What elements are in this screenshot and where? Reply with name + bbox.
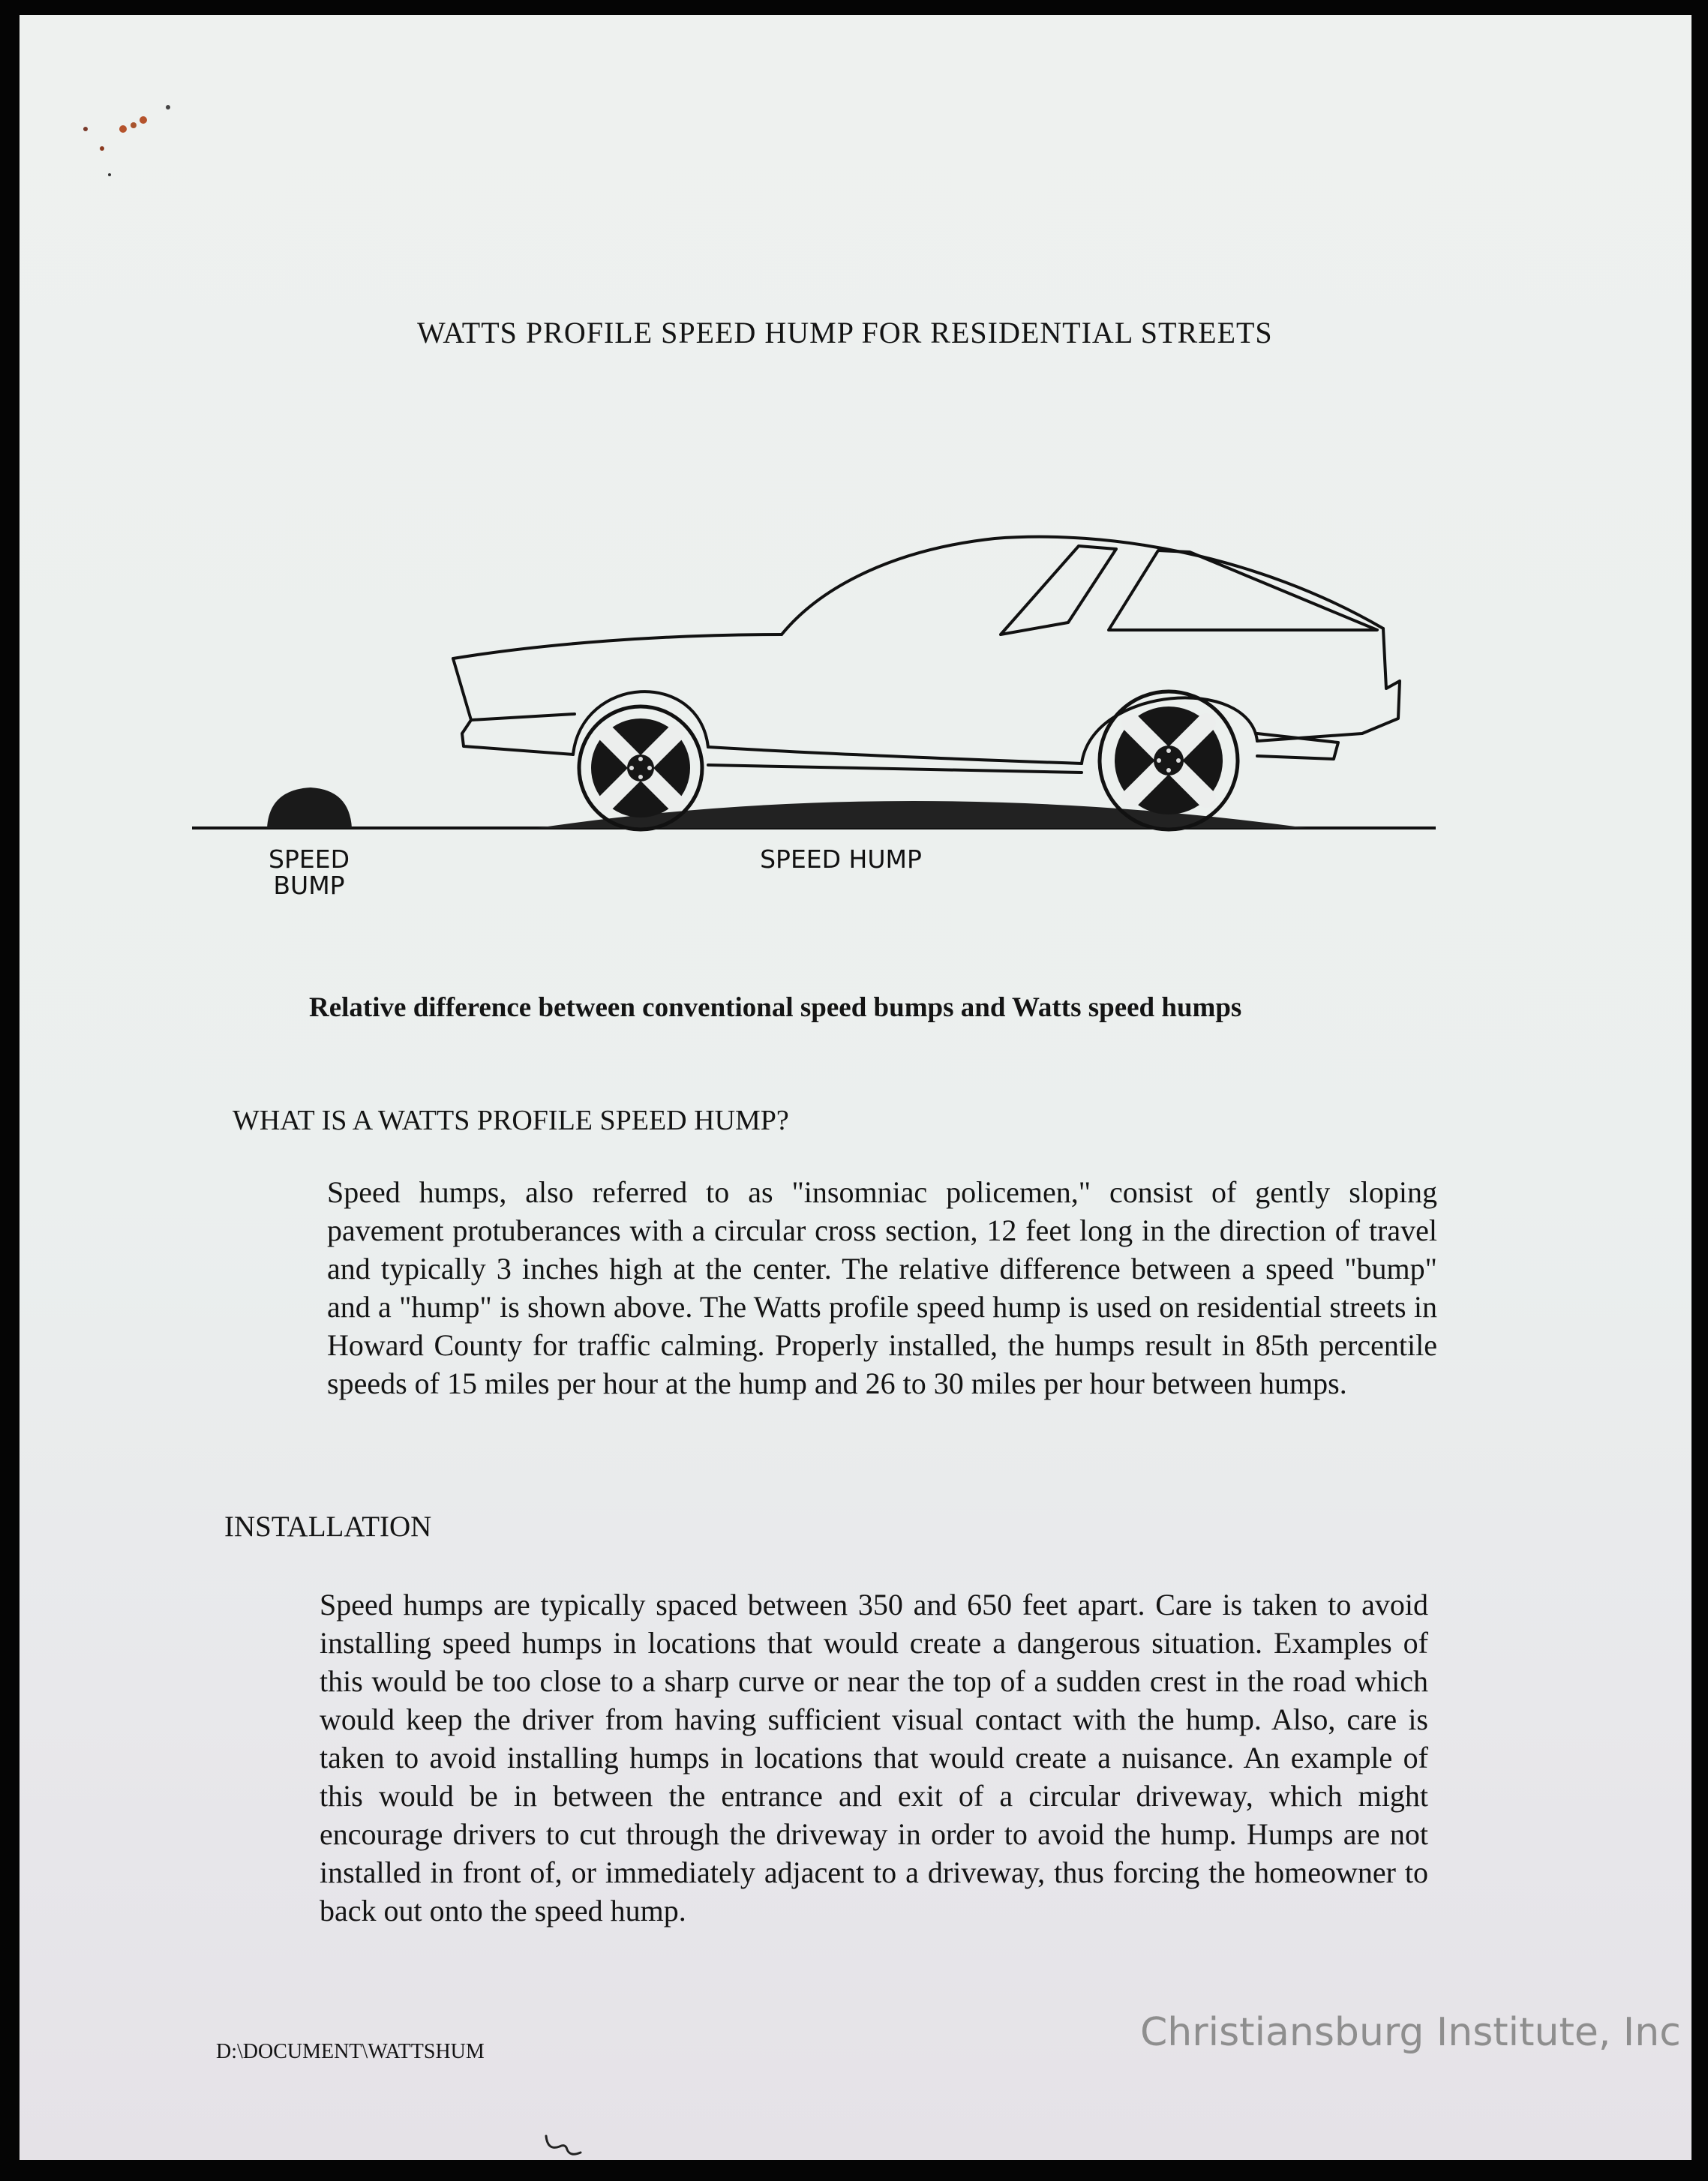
figure-caption: Relative difference between conventional speed bumps and Watts speed humps xyxy=(309,992,1242,1023)
car-outline xyxy=(453,537,1400,772)
speed-bump-shape xyxy=(267,788,352,828)
paper-specks xyxy=(83,105,170,176)
document-title: WATTS PROFILE SPEED HUMP FOR RESIDENTIAL STREETS xyxy=(417,316,1273,350)
speed-bump-label-line2: BUMP xyxy=(273,871,345,900)
section-body-what-is: Speed humps, also referred to as "insomniac policemen," consist of gently sloping pavement protuberances with a circular cross section, 12 feet long in the direction of travel and typically 3 inches high at the center. The relative difference between a speed "bump" and a "hump" is shown above. The Watts profile speed hump is used on residential streets in Howard County for traffic calming. Properly installed, the humps result in 85th percentile speeds of 15 miles per hour at the hump and 26 to 30 miles per hour between humps. xyxy=(327,1175,1437,1400)
speed-bump-label: SPEED xyxy=(269,844,350,874)
section-heading-what-is: WHAT IS A WATTS PROFILE SPEED HUMP? xyxy=(233,1105,789,1136)
section-body-installation: Speed humps are typically spaced between 350 and 650 feet apart. Care is taken to avoid installing speed humps in locations that would create a dangerous situation. Examples of this would be too close to a sharp curve or near the top of a sudden crest in the road which would keep the driver from having sufficient visual contact with the hump. Also, care is taken to avoid installing humps in locations that would create a nuisance. An example of this would be in between the entrance and exit of a circular driveway, which might encourage drivers to cut through the driveway in order to avoid the hump. Humps are not installed in front of, or immediately adjacent to a driveway, thus forcing the homeowner to back out onto the speed hump. xyxy=(320,1588,1428,1928)
file-path-footer: D:\DOCUMENT\WATTSHUM xyxy=(216,2040,485,2063)
rear-wheel xyxy=(1100,692,1238,830)
front-wheel xyxy=(579,706,702,830)
speed-hump-illustration xyxy=(20,15,1691,952)
speed-hump-label: SPEED HUMP xyxy=(760,844,922,874)
document-page xyxy=(20,15,1691,2160)
watermark: Christiansburg Institute, Inc xyxy=(1140,2010,1681,2055)
section-heading-installation: INSTALLATION xyxy=(224,1510,432,1543)
handwritten-mark xyxy=(540,2130,593,2160)
